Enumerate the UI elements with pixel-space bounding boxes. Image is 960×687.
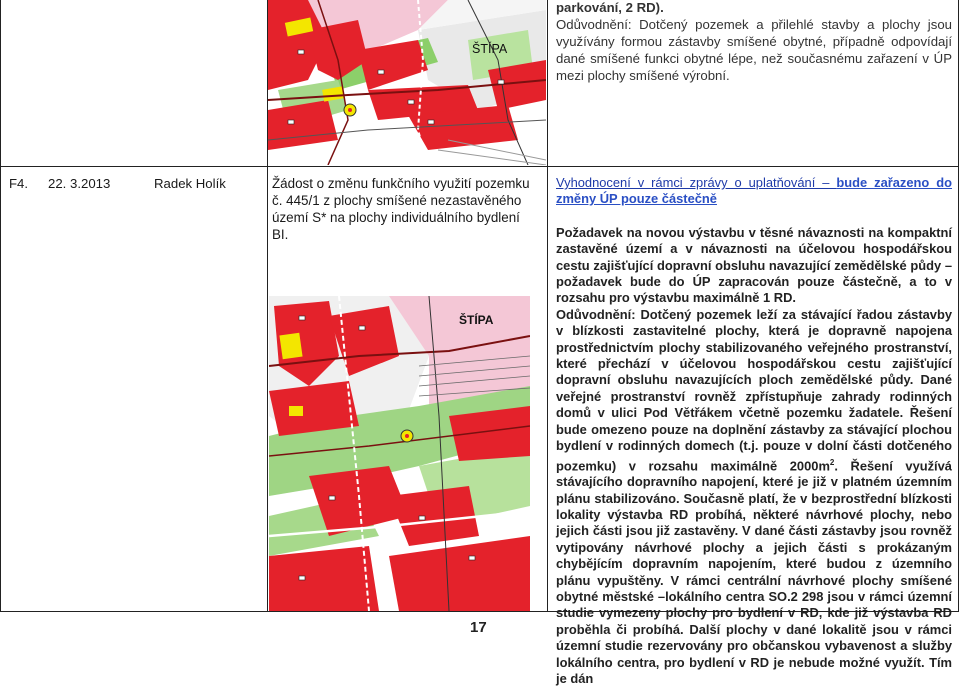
top-map-place-label: ŠTÍPA [472, 42, 508, 56]
table-border-left [0, 0, 1, 612]
justification-part-a: Odůvodnění: Dotčený pozemek leží za stávající řadou zástavby v blízkosti zastavitelné plochy, která je dopravně napojena prostřednictvím plochy stabilizovaného veřejného prostranství, které přechází v účelovou hospodářskou cestu zajišťující dopravní obsluhu navazujících ploch zemědělské půdy. Dané veřejné prostranství rovněž zpřístupňuje zahrady rodinných domů v ulici Pod Větřákem včetně pozemku žadatele. Řešení bude omezeno pouze na doplnění zástavby za stávající plochou bydlení v rodinných domech (t.j. pouze v dolní části dotčeného pozemku) v rozsahu maximálně 2000m [556, 306, 952, 473]
evaluation-requirement: Požadavek na novou výstavbu v těsné návaznosti na kompaktní zastavěné území a v návaznosti na účelovou hospodářskou cestu zajišťující dopravní obsluhu navazující zemědělské půdy – požadavek bude do ÚP zapracován pouze částečně, a to v rozsahu pro výstavbu maximálně 1 RD. [556, 224, 952, 306]
column-divider-evaluation [547, 0, 548, 612]
top-map-image [268, 0, 546, 165]
previous-row-text [556, 0, 952, 84]
top-map-drawing [268, 0, 546, 165]
row-date: 22. 3.2013 [48, 176, 111, 191]
previous-row-line: parkování, 2 RD). [556, 0, 664, 15]
evaluation-lead: Vyhodnocení v rámci zprávy o uplatňování – [556, 175, 837, 190]
lower-map-place-label: ŠTÍPA [459, 313, 494, 327]
lower-map-image [269, 296, 530, 611]
page-number: 17 [470, 619, 487, 636]
evaluation-block [556, 175, 952, 687]
evaluation-justification [556, 307, 952, 687]
evaluation-heading [556, 175, 952, 208]
evaluation-highlight: bude zařazeno do změny ÚP pouze částečně [556, 175, 952, 207]
row-request-text [272, 175, 538, 243]
row-applicant-name: Radek Holík [154, 176, 226, 191]
row-request: Žádost o změnu funkčního využití pozemku č. 445/1 z plochy smíšené nezastavěného území S* na plochy individuálního bydlení BI. [272, 176, 530, 242]
row-divider [0, 166, 959, 167]
justification-superscript: 2 [829, 457, 835, 467]
row-id: F4. [9, 176, 29, 191]
table-border-right [958, 0, 959, 612]
previous-row-paragraph: Odůvodnění: Dotčený pozemek a přilehlé stavby a plochy jsou využívány formou zástavby smíšené obytné, případně odpovídají dané smíšené funkci obytné lépe, než současnému zařazení v ÚP mezi plochy smíšené výrobní. [556, 17, 952, 83]
lower-map-drawing [269, 296, 530, 611]
justification-part-b: . Řešení využívá stávajícího dopravního napojení, které je již v platném územním plánu stabilizováno. Současně platí, že v bezprostřední blízkosti lokality výstavba RD probíhá, některé návrhové plochy, nebo jejich části jsou již zastavěny. V dané části zástavby jsou rovněž vytipovány návrhové plochy a jejich části s prokázaným chybějícím dopravním napojením, které budou z územního plánu vypuštěny. V rámci centrální návrhové plochy smíšené obytné městské –lokálního centra SO.2 298 jsou v rámci územní studie vymezeny plochy pro bydlení v RD, kde již výstavba RD proběhla či probíhá. Další plochy v dané lokalitě jsou v rámci územní studie rezervovány pro občanskou vybavenost a služby lokálního centra, pro bydlení v RD je nebude možné využít. Tím je dán [556, 457, 952, 687]
